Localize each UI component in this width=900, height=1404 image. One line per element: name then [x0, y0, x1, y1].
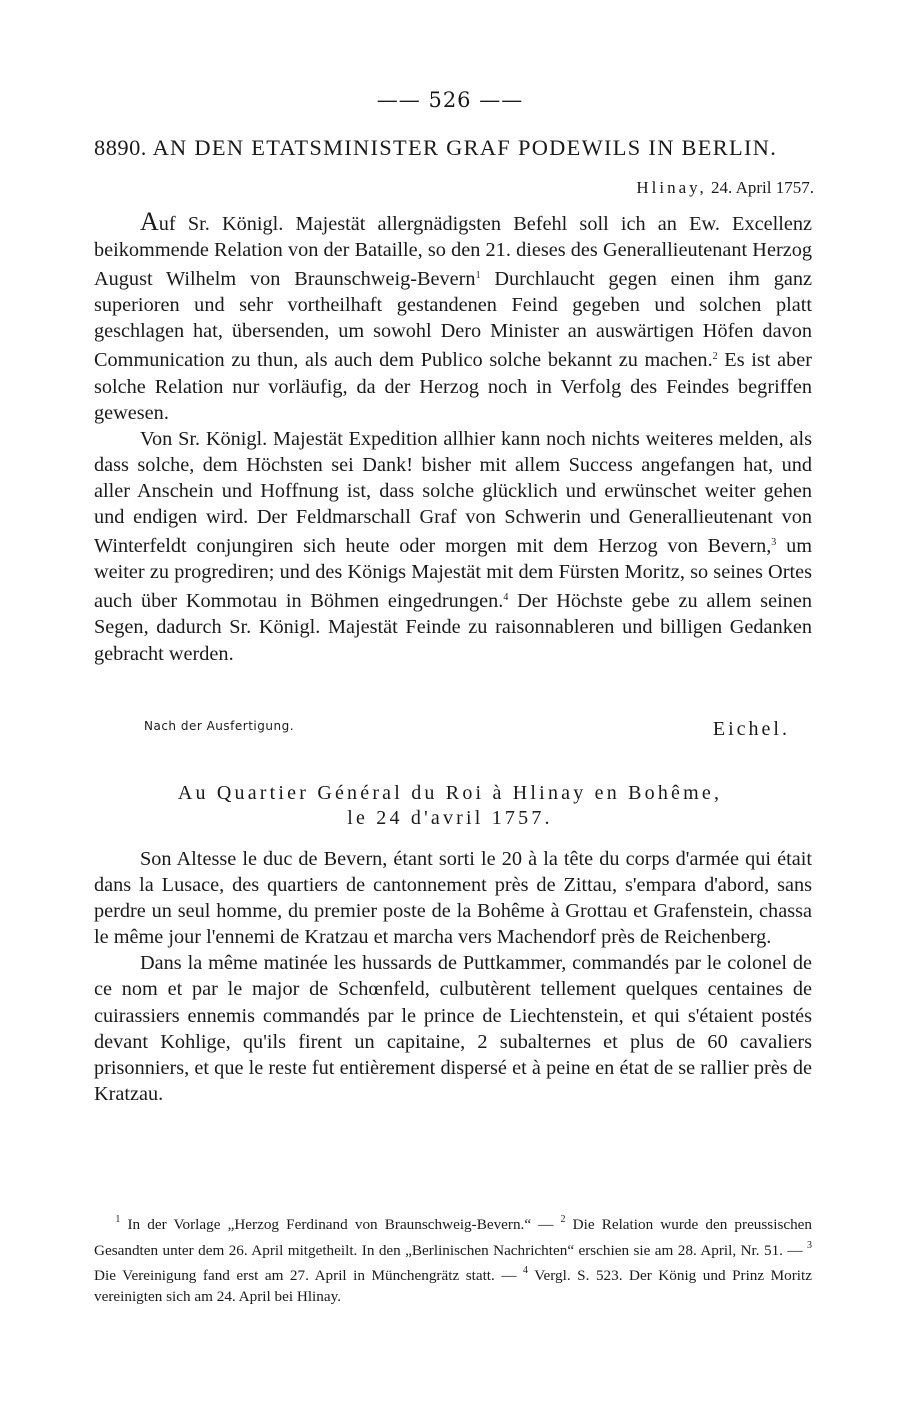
- dateline-place: Hlinay,: [636, 178, 707, 197]
- footnote-mark-4: 4: [523, 1265, 529, 1276]
- initial-letter: A: [140, 207, 159, 236]
- footnote-mark-1: 1: [115, 1214, 121, 1225]
- paragraph-text: uf Sr. Königl. Majestät allergnädigsten Befehl soll ich an Ew. Excellenz beikommende Relation von der Bataille, so den 21. dieses des Generallieutenant Herzog August Wilhelm von Braunschweig-Bevern: [94, 213, 812, 291]
- paragraph-text: Es ist aber solche Relation nur vorläufig, da der Herzog noch in Verfolg des Feindes begriffen gewesen.: [94, 349, 812, 424]
- relation-heading: [90, 781, 810, 831]
- letter-paragraph-2: [94, 426, 812, 667]
- letter-title: AN DEN ETATSMINISTER GRAF PODEWILS IN BERLIN.: [152, 135, 778, 160]
- footnote-ref-4: 4: [503, 592, 509, 604]
- signature: Eichel.: [712, 718, 790, 740]
- paragraph-text: Der Höchste gebe zu allem seinen Segen, dadurch Sr. Königl. Majestät Feinde zu raisonnableren und billigen Gedanken gebracht werden.: [94, 590, 812, 665]
- letter-paragraph-1: [94, 209, 812, 426]
- source-note: Nach der Ausfertigung.: [144, 719, 295, 733]
- footnote-1: In der Vorlage „Herzog Ferdinand von Braunschweig-Bevern.“ —: [120, 1216, 561, 1233]
- relation-body: [94, 846, 812, 1107]
- letter-number: 8890.: [94, 135, 147, 160]
- footnote-4: Vergl. S. 523. Der König und Prinz Moritz vereinigten sich am 24. April bei Hlinay.: [94, 1267, 812, 1305]
- footnote-ref-3: 3: [771, 537, 777, 549]
- paragraph-text: Durchlaucht gegen einen ihm ganz superioren und sehr vortheilhaft gestandenen Feind gegeben und solchen platt geschlagen hat, übersenden, um sowohl Dero Minister an auswärtigen Höfen davon Communication zu thun, als auch dem Publico solche bekannt zu machen.: [94, 268, 812, 372]
- footnote-mark-3: 3: [807, 1239, 812, 1251]
- page-number: —— 526 ——: [376, 88, 524, 112]
- relation-heading-line-1: Au Quartier Général du Roi à Hlinay en Bohême,: [177, 782, 723, 804]
- footnote-ref-1: 1: [475, 270, 481, 282]
- footnote-ref-2: 2: [712, 351, 718, 363]
- dateline-date: 24. April 1757.: [711, 178, 814, 197]
- footnotes: [94, 1210, 812, 1307]
- footnote-mark-2: 2: [560, 1214, 566, 1225]
- footnote-2: Die Relation wurde den preussischen Gesandten unter dem 26. April mitgetheilt. In den „Berlinischen Nachrichten“ erschien sie am 28. April, Nr. 51. —: [94, 1216, 813, 1259]
- relation-paragraph-1: Son Altesse le duc de Bevern, étant sorti le 20 à la tête du corps d'armée qui était dans la Lusace, des quartiers de cantonnement près de Zittau, s'empara d'abord, sans perdre un seul homme, du premier poste de la Bohême à Grottau et Grafenstein, chassa le même jour l'ennemi de Kratzau et marcha vers Machendorf près de Reichenberg.: [94, 848, 812, 949]
- dateline: [636, 178, 814, 198]
- paragraph-text: um weiter zu progrediren; und des Königs Majestät mit dem Fürsten Moritz, so seines Ortes auch über Kommotau in Böhmen eingedrungen.: [94, 535, 812, 613]
- relation-heading-line-2: le 24 d'avril 1757.: [347, 807, 553, 829]
- letter-body: [94, 209, 812, 667]
- relation-paragraph-2: Dans la même matinée les hussards de Puttkammer, commandés par le colonel de ce nom et par le major de Schœnfeld, culbutèrent tellement quelques centaines de cuirassiers ennemis commandés par le prince de Liechtenstein, et qui s'étaient postés devant Kohlige, qu'ils firent un capitaine, 2 subalternes et plus de 60 cavaliers prisonniers, et que le reste fut entièrement dispersé et à peine en état de se rallier près de Kratzau.: [94, 952, 812, 1105]
- paragraph-text: Von Sr. Königl. Majestät Expedition allhier kann noch nichts weiteres melden, als dass solche, dem Höchsten sei Dank! bisher mit allem Success angefangen hat, und aller Anschein und Hoffnung ist, dass solche glücklich und erwünschet weiter gehen und endigen wird. Der Feldmarschall Graf von Schwerin und Generallieutenant von Winterfeldt conjungiren sich heute oder morgen mit dem Herzog von Bevern,: [94, 427, 812, 558]
- letter-heading: [94, 135, 814, 161]
- footnotes-text: [94, 1210, 812, 1307]
- footnote-3: Die Vereinigung fand erst am 27. April in Münchengrätz statt. —: [94, 1267, 524, 1284]
